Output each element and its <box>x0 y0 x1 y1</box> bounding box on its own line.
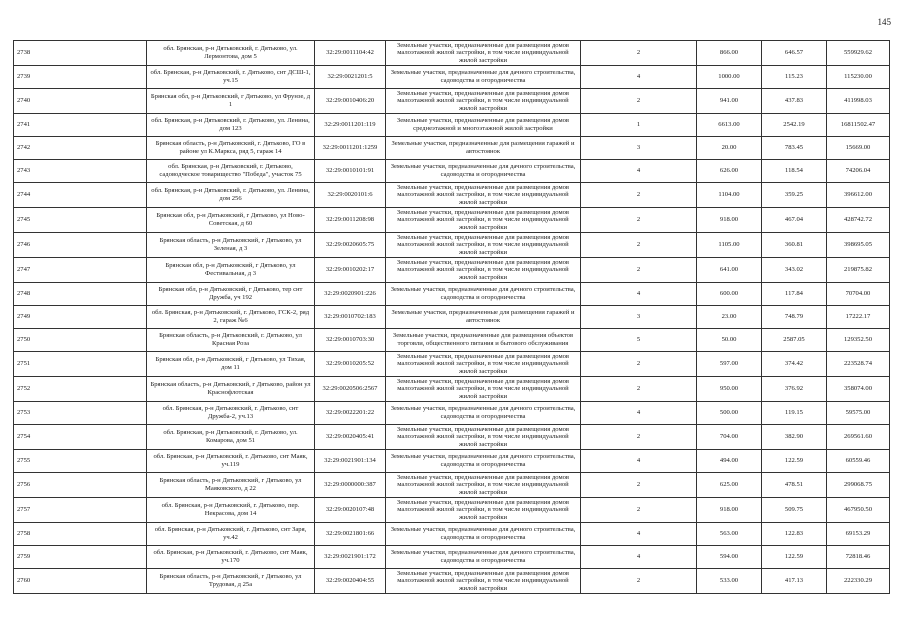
table-row <box>14 160 890 183</box>
group-cell: 2 <box>581 89 697 114</box>
land-use-cell: Земельные участки, предназначенные для размещения домов малоэтажной жилой застройки, в том числе индивидуальной жилой застройки <box>386 352 581 377</box>
table-row <box>14 233 890 258</box>
cadastral-value-cell: 223528.74 <box>827 352 890 377</box>
cadastral-number-cell: 32:29:0000000:387 <box>315 473 386 498</box>
area-cell: 866.00 <box>697 41 762 66</box>
group-cell: 4 <box>581 66 697 89</box>
address-cell: обл. Брянская, р-н Дятьковский, г. Дятьково, ул. Комарова, дом 51 <box>147 425 315 450</box>
cadastral-number-cell: 32:29:0010703:30 <box>315 329 386 352</box>
specific-value-cell: 359.25 <box>762 183 827 208</box>
cadastral-value-cell: 398695.05 <box>827 233 890 258</box>
row-number: 2754 <box>14 425 147 450</box>
table-row <box>14 473 890 498</box>
land-use-cell: Земельные участки, предназначенные для размещения домов малоэтажной жилой застройки, в том числе индивидуальной жилой застройки <box>386 498 581 523</box>
table-row <box>14 498 890 523</box>
cadastral-value-table <box>13 40 890 594</box>
table-row <box>14 114 890 137</box>
cadastral-number-cell: 32:29:0022201:22 <box>315 402 386 425</box>
area-cell: 1000.00 <box>697 66 762 89</box>
cadastral-number-cell: 32:29:0020405:41 <box>315 425 386 450</box>
specific-value-cell: 417.13 <box>762 569 827 594</box>
cadastral-number-cell: 32:29:0010702:183 <box>315 306 386 329</box>
group-cell: 3 <box>581 306 697 329</box>
group-cell: 4 <box>581 546 697 569</box>
area-cell: 23.00 <box>697 306 762 329</box>
specific-value-cell: 117.84 <box>762 283 827 306</box>
area-cell: 597.00 <box>697 352 762 377</box>
row-number: 2749 <box>14 306 147 329</box>
cadastral-number-cell: 32:29:0011201:1259 <box>315 137 386 160</box>
land-use-cell: Земельные участки, предназначенные для размещения домов малоэтажной жилой застройки, в том числе индивидуальной жилой застройки <box>386 377 581 402</box>
group-cell: 4 <box>581 402 697 425</box>
group-cell: 2 <box>581 473 697 498</box>
table-row <box>14 66 890 89</box>
group-cell: 2 <box>581 41 697 66</box>
land-use-cell: Земельные участки, предназначенные для дачного строительства, садоводства и огородничества <box>386 66 581 89</box>
address-cell: обл. Брянская, р-н Дятьковский, г. Дятьково, снт Маяк, уч.170 <box>147 546 315 569</box>
cadastral-number-cell: 32:29:0020605:75 <box>315 233 386 258</box>
area-cell: 600.00 <box>697 283 762 306</box>
table-row <box>14 183 890 208</box>
cadastral-value-cell: 70704.00 <box>827 283 890 306</box>
address-cell: обл. Брянская, р-н Дятьковский, г. Дятьково, садоводческое товарищество "Победа", участок 75 <box>147 160 315 183</box>
address-cell: обл. Брянская, р-н Дятьковский, г. Дятьково, ул. Ленина, дом 123 <box>147 114 315 137</box>
cadastral-number-cell: 32:29:0020506:2567 <box>315 377 386 402</box>
cadastral-value-cell: 467950.50 <box>827 498 890 523</box>
cadastral-value-cell: 115230.00 <box>827 66 890 89</box>
group-cell: 1 <box>581 114 697 137</box>
area-cell: 533.00 <box>697 569 762 594</box>
land-use-cell: Земельные участки, предназначенные для дачного строительства, садоводства и огородничества <box>386 402 581 425</box>
cadastral-value-cell: 222330.29 <box>827 569 890 594</box>
cadastral-value-cell: 72818.46 <box>827 546 890 569</box>
address-cell: обл. Брянская, р-н Дятьковский, г. Дятьково, ул. Лермонтова, дом 5 <box>147 41 315 66</box>
row-number: 2760 <box>14 569 147 594</box>
address-cell: Брянская область, р-н Дятьковский, г Дятьково, ул Маяковского, д 22 <box>147 473 315 498</box>
row-number: 2750 <box>14 329 147 352</box>
specific-value-cell: 2542.19 <box>762 114 827 137</box>
group-cell: 2 <box>581 425 697 450</box>
table-row <box>14 523 890 546</box>
table-body <box>14 41 890 594</box>
cadastral-number-cell: 32:29:0021801:66 <box>315 523 386 546</box>
group-cell: 2 <box>581 258 697 283</box>
row-number: 2742 <box>14 137 147 160</box>
specific-value-cell: 748.79 <box>762 306 827 329</box>
cadastral-value-cell: 559929.62 <box>827 41 890 66</box>
table-row <box>14 41 890 66</box>
specific-value-cell: 382.90 <box>762 425 827 450</box>
specific-value-cell: 478.51 <box>762 473 827 498</box>
cadastral-value-cell: 60559.46 <box>827 450 890 473</box>
address-cell: Брянская обл, р-н Дятьковский, г Дятьково, ул Фестивальная, д 3 <box>147 258 315 283</box>
area-cell: 941.00 <box>697 89 762 114</box>
row-number: 2759 <box>14 546 147 569</box>
table-row <box>14 402 890 425</box>
row-number: 2756 <box>14 473 147 498</box>
specific-value-cell: 360.81 <box>762 233 827 258</box>
cadastral-value-cell: 74206.04 <box>827 160 890 183</box>
specific-value-cell: 467.04 <box>762 208 827 233</box>
row-number: 2745 <box>14 208 147 233</box>
table-row <box>14 329 890 352</box>
area-cell: 50.00 <box>697 329 762 352</box>
group-cell: 2 <box>581 233 697 258</box>
area-cell: 494.00 <box>697 450 762 473</box>
address-cell: Брянская область, р-н Дятьковский, г. Дятьково, ул Красная Роза <box>147 329 315 352</box>
area-cell: 1104.00 <box>697 183 762 208</box>
group-cell: 4 <box>581 283 697 306</box>
row-number: 2741 <box>14 114 147 137</box>
cadastral-number-cell: 32:29:0010406:20 <box>315 89 386 114</box>
cadastral-value-cell: 219875.82 <box>827 258 890 283</box>
cadastral-number-cell: 32:29:0021901:134 <box>315 450 386 473</box>
table-row <box>14 208 890 233</box>
row-number: 2757 <box>14 498 147 523</box>
address-cell: Брянская обл, р-н Дятьковский, г Дятьково, ул Тихая, дом 11 <box>147 352 315 377</box>
page-number: 145 <box>877 17 891 27</box>
land-use-cell: Земельные участки, предназначенные для размещения гаражей и автостоянок <box>386 306 581 329</box>
area-cell: 500.00 <box>697 402 762 425</box>
address-cell: Брянская обл, р-н Дятьковский, г Дятьково, тер снт Дружба, уч 192 <box>147 283 315 306</box>
cadastral-number-cell: 32:29:0020107:48 <box>315 498 386 523</box>
land-use-cell: Земельные участки, предназначенные для размещения объектов торговли, общественного питания и бытового обслуживания <box>386 329 581 352</box>
specific-value-cell: 509.75 <box>762 498 827 523</box>
area-cell: 563.00 <box>697 523 762 546</box>
group-cell: 2 <box>581 352 697 377</box>
group-cell: 2 <box>581 208 697 233</box>
land-use-cell: Земельные участки, предназначенные для размещения домов малоэтажной жилой застройки, в том числе индивидуальной жилой застройки <box>386 183 581 208</box>
specific-value-cell: 343.02 <box>762 258 827 283</box>
group-cell: 3 <box>581 137 697 160</box>
group-cell: 4 <box>581 160 697 183</box>
land-use-cell: Земельные участки, предназначенные для размещения домов малоэтажной жилой застройки, в том числе индивидуальной жилой застройки <box>386 258 581 283</box>
land-use-cell: Земельные участки, предназначенные для дачного строительства, садоводства и огородничества <box>386 450 581 473</box>
cadastral-value-cell: 411998.03 <box>827 89 890 114</box>
row-number: 2747 <box>14 258 147 283</box>
cadastral-value-cell: 59575.00 <box>827 402 890 425</box>
cadastral-value-cell: 269561.60 <box>827 425 890 450</box>
specific-value-cell: 646.57 <box>762 41 827 66</box>
cadastral-value-cell: 17222.17 <box>827 306 890 329</box>
land-use-cell: Земельные участки, предназначенные для дачного строительства, садоводства и огородничества <box>386 283 581 306</box>
cadastral-number-cell: 32:29:0011104:42 <box>315 41 386 66</box>
row-number: 2743 <box>14 160 147 183</box>
cadastral-number-cell: 32:29:0010101:91 <box>315 160 386 183</box>
address-cell: Брянская область, р-н Дятьковский, г Дятьково, ул Зеленая, д 3 <box>147 233 315 258</box>
land-use-cell: Земельные участки, предназначенные для размещения домов малоэтажной жилой застройки, в том числе индивидуальной жилой застройки <box>386 208 581 233</box>
cadastral-number-cell: 32:29:0020404:55 <box>315 569 386 594</box>
table-row <box>14 352 890 377</box>
cadastral-number-cell: 32:29:0020101:6 <box>315 183 386 208</box>
row-number: 2758 <box>14 523 147 546</box>
area-cell: 1105.00 <box>697 233 762 258</box>
area-cell: 6613.00 <box>697 114 762 137</box>
address-cell: Брянская обл, р-н Дятьковский, г Дятьково, ул Ново-Советская, д 60 <box>147 208 315 233</box>
table-row <box>14 425 890 450</box>
land-use-cell: Земельные участки, предназначенные для дачного строительства, садоводства и огородничества <box>386 546 581 569</box>
area-cell: 918.00 <box>697 208 762 233</box>
cadastral-number-cell: 32:29:0011208:98 <box>315 208 386 233</box>
area-cell: 20.00 <box>697 137 762 160</box>
land-use-cell: Земельные участки, предназначенные для размещения гаражей и автостоянок <box>386 137 581 160</box>
specific-value-cell: 119.15 <box>762 402 827 425</box>
cadastral-value-cell: 428742.72 <box>827 208 890 233</box>
address-cell: обл. Брянская, р-н Дятьковский, г. Дятьково, пер. Некрасова, дом 14 <box>147 498 315 523</box>
land-use-cell: Земельные участки, предназначенные для дачного строительства, садоводства и огородничества <box>386 523 581 546</box>
row-number: 2755 <box>14 450 147 473</box>
table-row <box>14 377 890 402</box>
row-number: 2744 <box>14 183 147 208</box>
area-cell: 704.00 <box>697 425 762 450</box>
cadastral-value-cell: 358074.00 <box>827 377 890 402</box>
group-cell: 2 <box>581 569 697 594</box>
table-row <box>14 569 890 594</box>
land-use-cell: Земельные участки, предназначенные для размещения домов малоэтажной жилой застройки, в том числе индивидуальной жилой застройки <box>386 89 581 114</box>
address-cell: Брянская область, р-н Дятьковский, г. Дятьково, ГО в районе ул К.Маркса, ряд 5, гараж 14 <box>147 137 315 160</box>
table-row <box>14 89 890 114</box>
area-cell: 950.00 <box>697 377 762 402</box>
specific-value-cell: 122.59 <box>762 450 827 473</box>
cadastral-number-cell: 32:29:0020901:226 <box>315 283 386 306</box>
specific-value-cell: 2587.05 <box>762 329 827 352</box>
group-cell: 4 <box>581 450 697 473</box>
address-cell: обл. Брянская, р-н Дятьковский, г. Дятьково, ул. Ленина, дом 256 <box>147 183 315 208</box>
address-cell: обл. Брянская, р-н Дятьковский, г. Дятьково, снт Дружба-2, уч.13 <box>147 402 315 425</box>
group-cell: 2 <box>581 498 697 523</box>
area-cell: 625.00 <box>697 473 762 498</box>
table-row <box>14 450 890 473</box>
land-use-cell: Земельные участки, предназначенные для размещения домов малоэтажной жилой застройки, в том числе индивидуальной жилой застройки <box>386 41 581 66</box>
cadastral-number-cell: 32:29:0021901:172 <box>315 546 386 569</box>
cadastral-value-cell: 396612.00 <box>827 183 890 208</box>
group-cell: 2 <box>581 183 697 208</box>
cadastral-value-cell: 299068.75 <box>827 473 890 498</box>
specific-value-cell: 374.42 <box>762 352 827 377</box>
address-cell: обл. Брянская, р-н Дятьковский, г. Дятьково, снт Заря, уч.42 <box>147 523 315 546</box>
specific-value-cell: 115.23 <box>762 66 827 89</box>
table-row <box>14 137 890 160</box>
cadastral-number-cell: 32:29:0010205:52 <box>315 352 386 377</box>
address-cell: обл. Брянская, р-н Дятьковский, г. Дятьково, снт ДСШ-1, уч.15 <box>147 66 315 89</box>
specific-value-cell: 437.83 <box>762 89 827 114</box>
address-cell: обл. Брянская, р-н Дятьковский, г. Дятьково, ГСК-2, ряд 2, гараж №6 <box>147 306 315 329</box>
cadastral-value-cell: 129352.50 <box>827 329 890 352</box>
row-number: 2746 <box>14 233 147 258</box>
specific-value-cell: 122.83 <box>762 523 827 546</box>
group-cell: 2 <box>581 377 697 402</box>
specific-value-cell: 783.45 <box>762 137 827 160</box>
land-use-cell: Земельные участки, предназначенные для размещения домов малоэтажной жилой застройки, в том числе индивидуальной жилой застройки <box>386 473 581 498</box>
cadastral-value-cell: 15669.00 <box>827 137 890 160</box>
cadastral-value-cell: 16811502.47 <box>827 114 890 137</box>
cadastral-number-cell: 32:29:0011201:119 <box>315 114 386 137</box>
table-row <box>14 546 890 569</box>
specific-value-cell: 376.92 <box>762 377 827 402</box>
row-number: 2752 <box>14 377 147 402</box>
row-number: 2739 <box>14 66 147 89</box>
group-cell: 5 <box>581 329 697 352</box>
address-cell: Брянская обл, р-н Дятьковский, г Дятьково, ул Фрунзе, д 1 <box>147 89 315 114</box>
specific-value-cell: 122.59 <box>762 546 827 569</box>
land-use-cell: Земельные участки, предназначенные для размещения домов среднеэтажной и многоэтажной жилой застройки <box>386 114 581 137</box>
row-number: 2753 <box>14 402 147 425</box>
row-number: 2740 <box>14 89 147 114</box>
area-cell: 641.00 <box>697 258 762 283</box>
address-cell: обл. Брянская, р-н Дятьковский, г. Дятьково, снт Маяк, уч.119 <box>147 450 315 473</box>
address-cell: Брянская область, р-н Дятьковский, г Дятьково, район ул Краснофлотская <box>147 377 315 402</box>
cadastral-value-cell: 69153.29 <box>827 523 890 546</box>
row-number: 2748 <box>14 283 147 306</box>
row-number: 2751 <box>14 352 147 377</box>
table-row <box>14 258 890 283</box>
address-cell: Брянская область, р-н Дятьковский, г Дятьково, ул Трудовая, д 25а <box>147 569 315 594</box>
cadastral-number-cell: 32:29:0010202:17 <box>315 258 386 283</box>
row-number: 2738 <box>14 41 147 66</box>
area-cell: 626.00 <box>697 160 762 183</box>
specific-value-cell: 118.54 <box>762 160 827 183</box>
land-use-cell: Земельные участки, предназначенные для размещения домов малоэтажной жилой застройки, в том числе индивидуальной жилой застройки <box>386 233 581 258</box>
table-row <box>14 306 890 329</box>
cadastral-number-cell: 32:29:0021201:5 <box>315 66 386 89</box>
area-cell: 594.00 <box>697 546 762 569</box>
land-use-cell: Земельные участки, предназначенные для размещения домов малоэтажной жилой застройки, в том числе индивидуальной жилой застройки <box>386 569 581 594</box>
table-row <box>14 283 890 306</box>
group-cell: 4 <box>581 523 697 546</box>
area-cell: 918.00 <box>697 498 762 523</box>
land-use-cell: Земельные участки, предназначенные для дачного строительства, садоводства и огородничества <box>386 160 581 183</box>
land-use-cell: Земельные участки, предназначенные для размещения домов малоэтажной жилой застройки, в том числе индивидуальной жилой застройки <box>386 425 581 450</box>
